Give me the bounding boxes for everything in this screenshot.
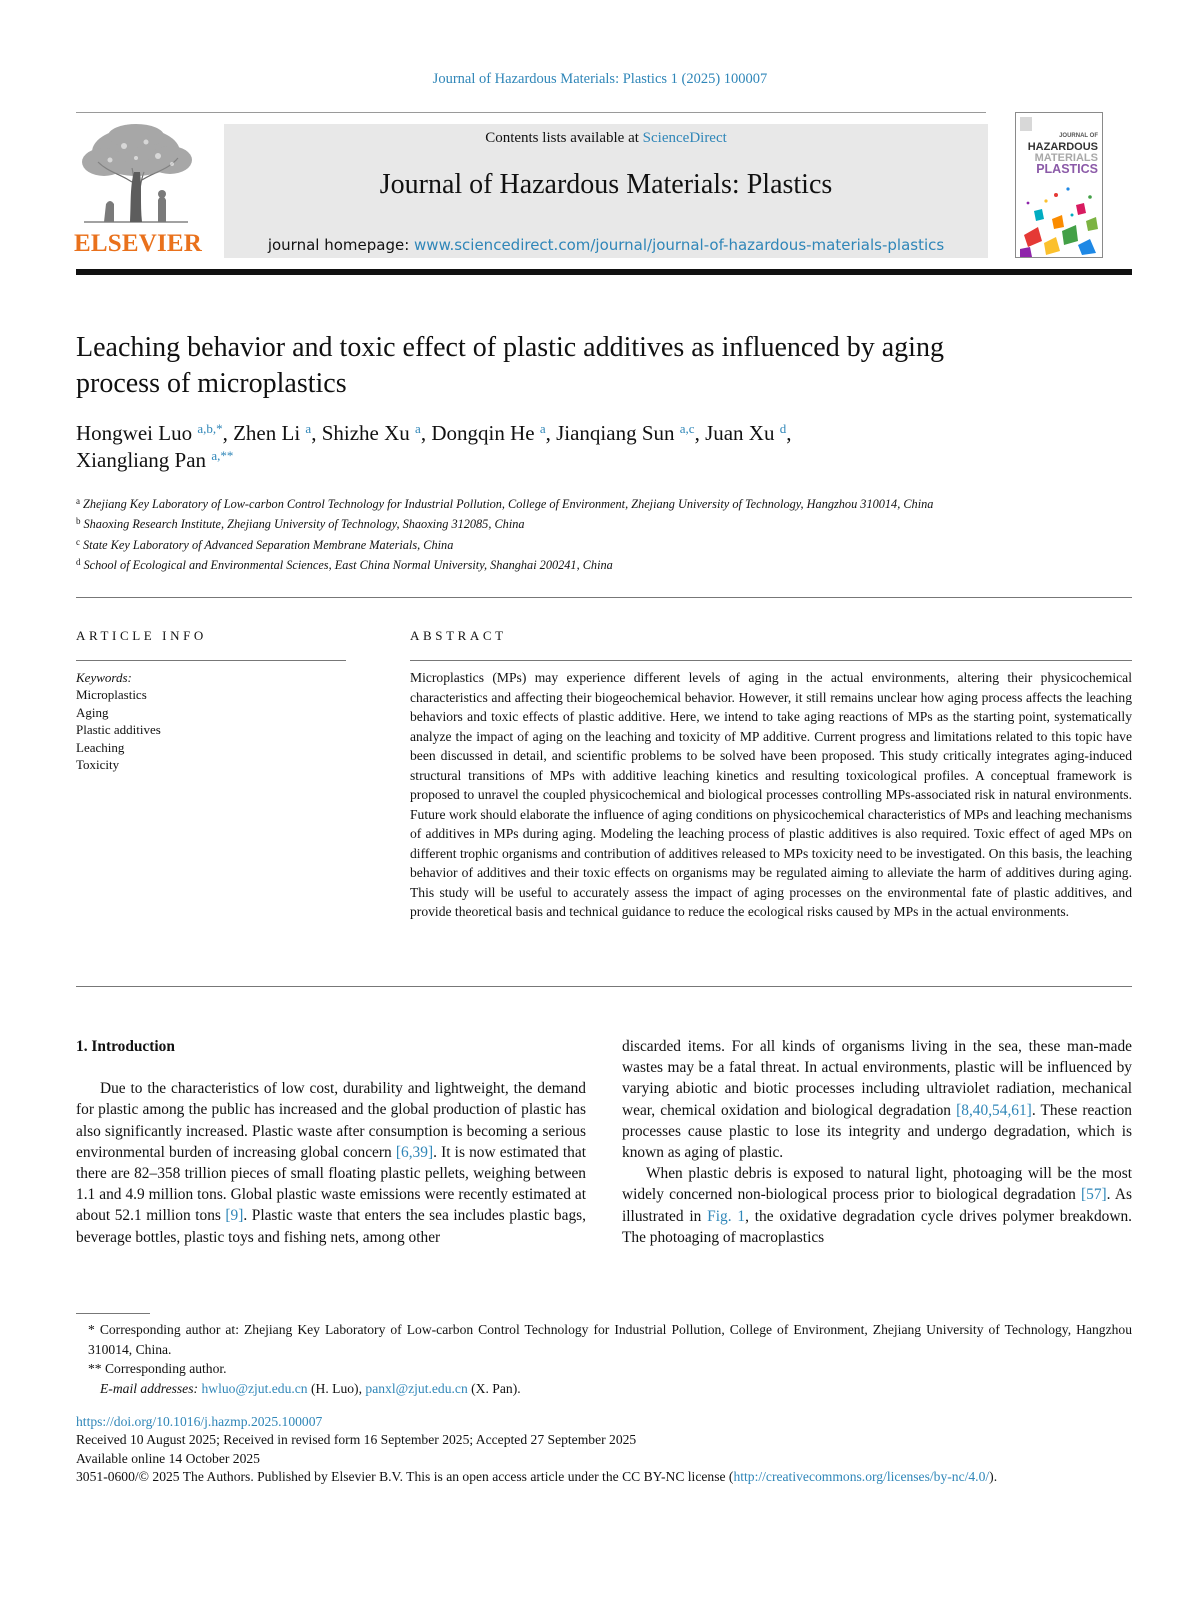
author-affiliation-marker[interactable]: a — [305, 421, 312, 436]
author-separator: , — [420, 421, 427, 445]
affiliation-text: Shaoxing Research Institute, Zhejiang University of Technology, Shaoxing 312085, China — [83, 517, 525, 532]
sciencedirect-link[interactable]: ScienceDirect — [642, 130, 727, 146]
affiliation — [76, 554, 996, 574]
author-affiliation-marker[interactable]: a,b,* — [197, 421, 223, 436]
affiliation-label: b — [76, 516, 81, 527]
citation-link[interactable]: [6,39] — [395, 1143, 434, 1161]
affiliation — [76, 534, 996, 554]
affiliation-label: d — [76, 557, 81, 568]
divider — [76, 597, 1132, 598]
cover-line-3: MATERIALS — [1034, 152, 1098, 164]
contents-line — [224, 130, 988, 147]
article-title: Leaching behavior and toxic effect of plastic additives as influenced by aging process of microplastics — [76, 332, 944, 399]
email-label: E-mail addresses: — [100, 1380, 199, 1396]
author-separator: , — [311, 421, 317, 445]
keyword: Plastic additives — [76, 722, 161, 738]
plastic-fragments-icon — [1016, 175, 1102, 257]
cover-title — [1028, 131, 1098, 175]
author-name: Dongqin He — [431, 421, 535, 445]
author-affiliation-marker[interactable]: a — [415, 421, 421, 436]
author-affiliation-marker[interactable]: a — [539, 421, 546, 436]
email-owner: (X. Pan). — [471, 1380, 521, 1396]
citation-link[interactable]: [9] — [225, 1207, 244, 1225]
keywords-label: Keywords: — [76, 670, 132, 685]
homepage-link[interactable]: www.sciencedirect.com/journal/journal-of-hazardous-materials-plastics — [414, 236, 945, 254]
author-separator: , — [545, 421, 551, 445]
affiliation-list — [76, 493, 996, 575]
affiliation-text: School of Ecological and Environmental Sciences, East China Normal University, Shanghai 200241, China — [83, 558, 613, 573]
author-affiliation-marker[interactable]: d — [779, 421, 787, 436]
affiliation — [76, 493, 996, 513]
affiliation-text: Zhejiang Key Laboratory of Low-carbon Control Technology for Industrial Pollution, College of Environment, Zhejiang University of Technology, Hangzhou 310014, China — [83, 497, 934, 511]
divider — [76, 660, 346, 661]
body-column-left — [76, 1036, 586, 1248]
author[interactable] — [76, 421, 228, 445]
license-text: 3051-0600/© 2025 The Authors. Published by Elsevier B.V. This is an open access article under the CC BY-NC license ( — [76, 1469, 734, 1485]
cover-line-4: PLASTICS — [1036, 162, 1098, 176]
author-name: Xiangliang Pan — [76, 448, 207, 472]
author[interactable] — [556, 421, 700, 445]
keyword: Aging — [76, 704, 109, 720]
citation-link[interactable]: [8,40,54,61] — [956, 1101, 1032, 1119]
author-name: Hongwei Luo — [76, 421, 193, 445]
abstract-heading: ABSTRACT — [410, 628, 507, 643]
article-footer-info — [76, 1413, 1132, 1487]
citation-link[interactable]: [57] — [1081, 1186, 1107, 1204]
keyword: Toxicity — [76, 757, 120, 773]
intro-paragraph-2 — [622, 1163, 1132, 1248]
license-link[interactable]: http://creativecommons.org/licenses/by-nc/4.0/ — [733, 1469, 990, 1485]
text-run: . It is now estimated that there are 82–358 trillion pieces of small floating plastic pellets, weighing between 1.1 and 4.9 million tons. Global plastic waste emissions were recently estimated at about 52.1 million tons — [76, 1143, 586, 1225]
body-column-right — [622, 1036, 1132, 1248]
author[interactable] — [322, 421, 426, 445]
homepage-prefix: journal homepage: — [267, 236, 410, 254]
elsevier-wordmark: ELSEVIER — [74, 230, 203, 257]
abstract-text: Microplastics (MPs) may experience different levels of aging in the actual environments, altering their physicochemical characteristics and affecting their biogeochemical behavior. However, it still remains unclear how aging process affects the leaching behaviors and toxic effects of plastic additive. Here, we intend to take aging reactions of MPs as the starting point, systematically analyze the impact of aging on the leaching and toxicity of MP additive. Current progress and limitations related to this topic have been discussed in detail, and scientific problems to be solved have been proposed. This study critically integrates aging-induced structural transitions of MPs with additive leaching kinetics and resulting toxicological profiles. A conceptual framework is proposed to unravel the coupled physicochemical and biological processes controlling MPs-associated risk in natural environments. Future work should elaborate the influence of aging conditions on physicochemical characteristics of MPs and leaching mechanisms of additives in MPs during aging. Modeling the leaching process of plastic additives is also required. Toxic effect of aged MPs on different trophic organisms and contribution of additives released to MPs toxicity need to be investigated. On this basis, the leaching behavior of additives and their toxic effects on organisms may be regulated aiming to alleviate the harm of additives during aging. This study will be useful to accurately assess the impact of aging processes on the environmental fate of plastic additives, and provide theoretical basis and technical guidance to reduce the ecological risks caused by MPs in the actual environments. — [410, 670, 1132, 919]
keyword: Microplastics — [76, 687, 147, 703]
author[interactable] — [233, 421, 316, 445]
text-run: discarded items. For all kinds of organisms living in the sea, these man-made wastes may be a fatal threat. In actual environments, plastic will be influenced by varying abiotic and biotic processes including ultraviolet radiation, mechanical wear, chemical oxidation and biological degradation — [622, 1038, 1132, 1119]
intro-paragraph-1-continued — [622, 1036, 1132, 1163]
text-run: . As illustrated in — [622, 1186, 1132, 1225]
cover-publisher-mark — [1020, 117, 1032, 131]
intro-paragraph-1 — [76, 1078, 586, 1248]
header-thick-rule — [76, 269, 1132, 275]
affiliation-label: c — [76, 536, 80, 547]
author-separator: , — [786, 421, 792, 445]
cover-line-2: HAZARDOUS — [1027, 141, 1098, 153]
author-separator: , — [694, 421, 700, 445]
divider — [76, 986, 1132, 987]
text-run: , the oxidative degradation cycle drives polymer breakdown. The photoaging of macroplastics — [622, 1207, 1132, 1246]
journal-header-box — [224, 124, 988, 258]
author-list — [76, 420, 996, 474]
keywords-list — [76, 669, 346, 773]
author-name: Jianqiang Sun — [556, 421, 675, 445]
license-line — [76, 1468, 1132, 1486]
section-heading: 1. Introduction — [76, 1038, 175, 1055]
article-info-heading: ARTICLE INFO — [76, 628, 207, 643]
footnote-emails — [76, 1379, 1132, 1399]
elsevier-logo[interactable] — [74, 122, 203, 258]
received-dates: Received 10 August 2025; Received in revised form 16 September 2025; Accepted 27 September 2025 — [76, 1432, 637, 1448]
elsevier-tree-icon — [74, 122, 198, 226]
affiliation-text: State Key Laboratory of Advanced Separation Membrane Materials, China — [83, 537, 454, 552]
footnotes — [76, 1320, 1132, 1398]
license-end: ). — [989, 1469, 998, 1485]
homepage-line — [224, 236, 988, 254]
footnote-corresponding-1: * Corresponding author at: Zhejiang Key Laboratory of Low-carbon Control Technology for Industrial Pollution, College of Environment, Zhejiang University of Technology, Hangzhou 310014, China. — [88, 1322, 1132, 1357]
affiliation-label: a — [76, 496, 80, 506]
journal-title: Journal of Hazardous Materials: Plastics — [379, 169, 833, 200]
author-affiliation-marker[interactable]: a,** — [211, 448, 234, 463]
divider — [410, 660, 1132, 661]
email-owner: (H. Luo), — [311, 1380, 362, 1396]
email-link[interactable]: hwluo@zjut.edu.cn — [201, 1380, 308, 1396]
header-top-rule — [76, 112, 986, 113]
keyword: Leaching — [76, 739, 125, 755]
author[interactable] — [431, 421, 551, 445]
figure-link[interactable]: Fig. 1 — [707, 1207, 746, 1225]
text-run: . These reaction processes cause plastic to lose its integrity and undergo degradation, which is known as aging of plastic. — [622, 1101, 1132, 1162]
journal-cover-image[interactable] — [1015, 112, 1103, 258]
doi-link[interactable]: https://doi.org/10.1016/j.hazmp.2025.100007 — [76, 1414, 323, 1429]
author-affiliation-marker[interactable]: a,c — [679, 421, 695, 436]
text-run: Due to the characteristics of low cost, durability and lightweight, the demand for plastic among the public has increased and the global production of plastic has also significantly increased. Plastic waste after consumption is becoming a serious environmental burden of increasing global concern — [76, 1080, 586, 1161]
text-run: . Plastic waste that enters the sea includes plastic bags, beverage bottles, plastic toys and fishing nets, among other — [76, 1207, 586, 1246]
available-online: Available online 14 October 2025 — [76, 1450, 260, 1466]
author[interactable] — [705, 421, 791, 445]
email-link[interactable]: panxl@zjut.edu.cn — [365, 1380, 468, 1396]
author-separator: , — [222, 421, 228, 445]
author-name: Zhen Li — [233, 421, 301, 445]
author-name: Shizhe Xu — [321, 421, 410, 445]
author-name: Juan Xu — [705, 421, 775, 445]
footnote-corresponding-2: ** Corresponding author. — [88, 1361, 227, 1376]
footnote-rule — [76, 1313, 150, 1314]
contents-prefix: Contents lists available at — [485, 130, 639, 146]
cover-line-1: JOURNAL OF — [1059, 133, 1098, 139]
affiliation — [76, 513, 996, 533]
text-run: When plastic debris is exposed to natural light, photoaging will be the most widely concerned non-biological process prior to biological degradation — [622, 1165, 1132, 1204]
journal-reference[interactable]: Journal of Hazardous Materials: Plastics 1 (2025) 100007 — [432, 71, 768, 87]
author[interactable] — [76, 448, 233, 472]
